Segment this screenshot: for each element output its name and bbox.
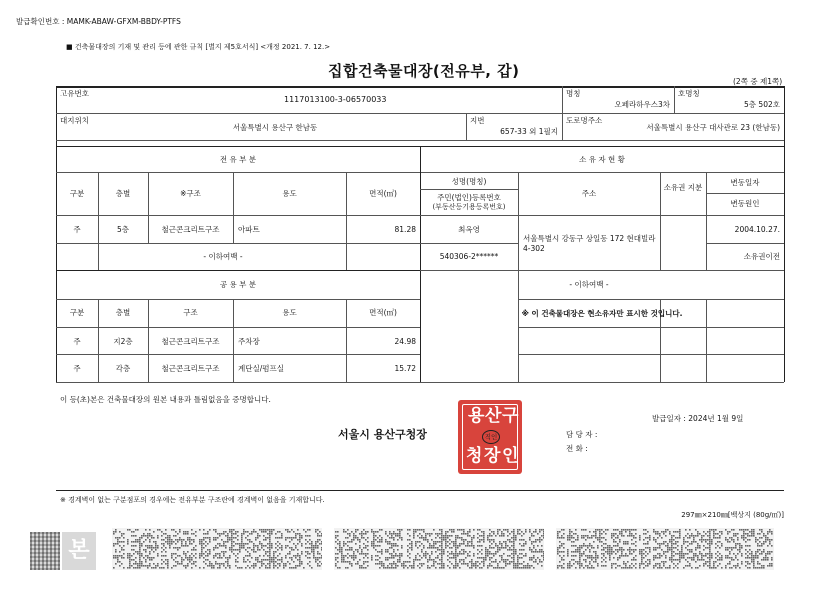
exclusive-header-kind: 구분 — [69, 189, 85, 198]
exclusive-header-area: 면적(㎡) — [369, 189, 397, 198]
document-title: 집합건축물대장(전유부, 갑) — [328, 62, 520, 80]
owner-notice: ※ 이 건축물대장은 현소유자만 표시한 것입니다. — [521, 309, 683, 318]
owner-header-address: 주소 — [581, 189, 597, 198]
footer-divider — [56, 490, 784, 491]
common-row-floor: 각층 — [115, 364, 131, 373]
owner-change-date: 2004.10.27. — [734, 225, 780, 234]
owner-name: 최옥영 — [458, 225, 480, 234]
site-label: 대지위치 — [60, 116, 89, 125]
paper-spec: 297㎜×210㎜[백상지 (80g/㎡)] — [681, 511, 784, 519]
common-header-kind: 구분 — [69, 308, 85, 317]
common-row-kind: 주 — [73, 337, 81, 346]
road-address-label: 도로명주소 — [566, 116, 603, 125]
common-header-area: 면적(㎡) — [369, 308, 397, 317]
owner-header-share: 소유권 지분 — [663, 183, 703, 192]
unit-name-label: 호명칭 — [678, 89, 700, 98]
owner-blank: - 이하여백 - — [569, 280, 609, 289]
lot-value: 657-33 외 1필지 — [500, 127, 558, 136]
exclusive-header-use: 용도 — [282, 189, 297, 198]
stamp-char: 구 — [502, 406, 519, 426]
exclusive-row-kind: 주 — [73, 225, 81, 234]
stamp-char: 청 — [466, 446, 483, 466]
page-indicator: (2쪽 중 제1쪽) — [733, 77, 783, 86]
clerk-label: 담 당 자 : — [566, 430, 598, 439]
common-row-kind: 주 — [73, 364, 81, 373]
common-row-structure: 철근콘크리트구조 — [161, 337, 220, 346]
stamp-char: 장 — [484, 446, 501, 466]
exclusive-header-structure: ※구조 — [180, 189, 201, 198]
barcode-2 — [334, 528, 544, 570]
exclusive-row-area: 81.28 — [394, 225, 416, 234]
exclusive-row-use: 아파트 — [238, 225, 260, 234]
original-mark: 본 — [62, 532, 96, 570]
unit-name-value: 5층 502호 — [744, 100, 780, 109]
unique-no-label: 고유번호 — [60, 89, 89, 98]
owner-change-cause: 소유권이전 — [743, 252, 780, 261]
owner-address: 서울특별시 강동구 상일동 172 현대빌라 4-302 — [523, 234, 656, 253]
common-row-floor: 지2층 — [113, 337, 133, 346]
confirm-number: 발급확인번호 : MAMK-ABAW-GFXM-BBDY-PTFS — [16, 17, 181, 26]
common-row-area: 15.72 — [394, 364, 416, 373]
exclusive-section-title: 전 유 부 분 — [219, 155, 257, 164]
road-address-value: 서울특별시 용산구 대사관로 23 (한남동) — [646, 123, 780, 132]
stamp-char: 용 — [468, 406, 485, 426]
exclusive-row-structure: 철근콘크리트구조 — [161, 225, 220, 234]
phone-label: 전 화 : — [566, 444, 588, 453]
unique-no-value: 1117013100-3-06570033 — [284, 95, 387, 104]
owner-section-title: 소 유 자 현 황 — [579, 155, 625, 164]
exclusive-header-floor: 층별 — [115, 189, 131, 198]
barcode-3 — [556, 528, 774, 570]
regulation-text: ■ 건축물대장의 기재 및 관리 등에 관한 규칙 [별지 제5호서식] <개정 2021. 7. 12.> — [66, 43, 331, 51]
footer-note: ※ 경계벽이 없는 구분점포의 경우에는 전유부분 구조란에 경계벽이 없음을 기재합니다. — [60, 496, 325, 504]
issue-date: 발급일자 : 2024년 1월 9일 — [652, 414, 744, 423]
site-value: 서울특별시 용산구 한남동 — [232, 123, 318, 132]
common-row-structure: 철근콘크리트구조 — [161, 364, 220, 373]
issuing-authority: 서울시 용산구청장 — [338, 428, 427, 441]
official-seal-stamp — [458, 400, 522, 474]
certify-text: 이 등(초)본은 건축물대장의 원본 내용과 틀림없음을 증명합니다. — [60, 395, 271, 404]
owner-header-cause: 변동원인 — [730, 199, 760, 208]
common-header-structure: 구조 — [183, 308, 198, 317]
barcode-1 — [112, 528, 322, 570]
building-name-label: 명칭 — [566, 89, 581, 98]
frame-right — [784, 86, 785, 382]
seal-mark: 직인 — [482, 430, 500, 444]
common-row-use: 주차장 — [238, 337, 260, 346]
owner-header-date: 변동일자 — [730, 178, 760, 187]
common-row-area: 24.98 — [394, 337, 416, 346]
owner-header-id-sub: (부동산등기용등록번호) — [432, 203, 506, 211]
common-row-use: 계단실/펌프실 — [238, 364, 284, 373]
qr-code-icon — [30, 532, 60, 570]
exclusive-blank: - 이하여백 - — [203, 252, 243, 261]
owner-id: 540306-2****** — [439, 252, 499, 261]
exclusive-row-floor: 5층 — [116, 225, 130, 234]
stamp-char: 인 — [502, 446, 519, 466]
lot-label: 지번 — [470, 116, 485, 125]
owner-header-id: 주민(법인)등록번호 — [437, 193, 501, 202]
stamp-char: 산 — [485, 406, 502, 426]
owner-header-name: 성명(명칭) — [451, 177, 487, 186]
building-name-value: 오페라하우스3차 — [614, 100, 670, 109]
common-section-title: 공 용 부 분 — [219, 280, 257, 289]
common-header-floor: 층별 — [115, 308, 131, 317]
common-header-use: 용도 — [282, 308, 297, 317]
